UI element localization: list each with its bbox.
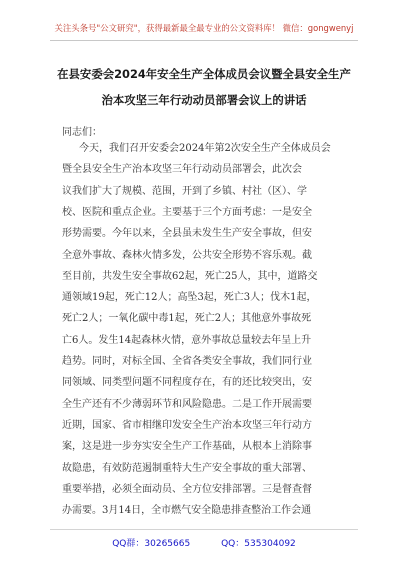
- body-text-line: 趋势。同时，对标全国、全省各类安全事故，我们同行业: [62, 356, 312, 367]
- body-text-line: 同领域、同类型问题不同程度存在，有的还比较突出，安: [62, 377, 312, 389]
- body-text-line: 形势需要。今年以来，全县虽未发生生产安全事故，但安: [62, 228, 312, 240]
- body-text-line: 全生产还有不少薄弱环节和风险隐患。二是工作开展需要: [62, 398, 312, 410]
- header-divider: [50, 40, 358, 41]
- footer-qq-group: QQ群：30265665: [112, 539, 191, 549]
- body-text-line: 近期，国家、省市相继印发安全生产治本攻坚三年行动方: [62, 419, 312, 431]
- body-text-line: 全意外事故、森林火情多发，公共安全形势不容乐观。截: [62, 249, 312, 261]
- footer-qq: QQ：535304092: [221, 539, 296, 549]
- footer: [0, 536, 408, 549]
- body-text-line: 死亡2人；一氧化碳中毒1起，死亡2人；其他意外事故死: [62, 313, 312, 325]
- body-text-line: 暨全县安全生产治本攻坚三年行动动员部署会，此次会: [62, 164, 302, 176]
- footer-divider: [50, 529, 358, 530]
- body-text-line: 故隐患，有效防范遏制重特大生产安全事故的重大部署、: [62, 462, 312, 474]
- body-text-line: 亡6人。发生14起森林火情，意外事故总量较去年呈上升: [62, 334, 312, 346]
- body-text-line: 办需要。3月14日，全市燃气安全隐患排查整治工作会通: [62, 505, 312, 517]
- body-text-line: 重要举措，必须全面动员、全方位安排部署。三是督查督: [62, 483, 312, 495]
- body-text-line: 议我们扩大了规模、范围，开到了乡镇、村社（区）、学: [62, 185, 307, 197]
- body-text-line: 通领域19起，死亡12人；高坠3起，死亡3人；伐木1起，: [62, 292, 317, 304]
- body-text-line: 今天，我们召开安委会2024年第2次安全生产全体成员会: [79, 143, 331, 154]
- document-title-line-1: 在县安委会2024年安全生产全体成员会议暨全县安全生产: [57, 67, 351, 81]
- salutation: 同志们：: [62, 127, 102, 138]
- body-text-line: 至目前，共发生安全事故62起，死亡25人，其中，道路交: [62, 270, 318, 282]
- header-banner: 关注头条号"公文研究"，获得最新最全最专业的公文资料库！ 微信：gongwenyj: [54, 23, 354, 33]
- document-title-line-2: 治本攻坚三年行动动员部署会议上的讲话: [101, 93, 307, 107]
- body-text-line: 案，这是进一步夯实安全生产工作基础，从根本上消除事: [62, 441, 312, 453]
- body-text-line: 校、医院和重点企业。主要基于三个方面考虑：一是安全: [62, 206, 312, 218]
